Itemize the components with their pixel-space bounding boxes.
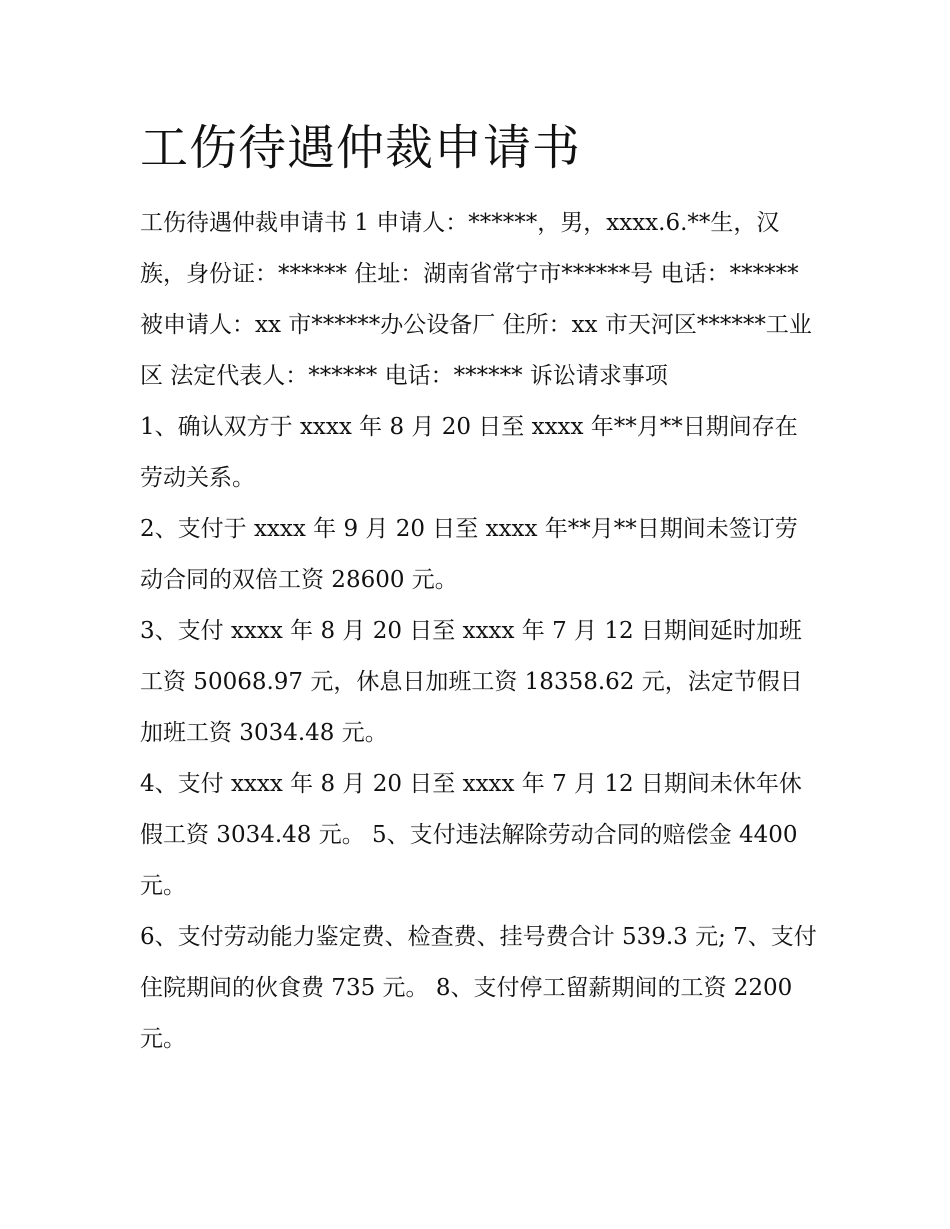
paragraph-applicant: 工伤待遇仲裁申请书 1 申请人：******，男，xxxx.6.**生，汉族，身份证：****** 住址：湖南省常宁市******号 电话：******: [140, 210, 799, 287]
document-title: 工伤待遇仲裁申请书: [140, 120, 582, 176]
document-body: [140, 112, 820, 1065]
claim-item-4-5: 4、支付 xxxx 年 8 月 20 日至 xxxx 年 7 月 12 日期间未休年休假工资 3034.48 元。 5、支付违法解除劳动合同的赔偿金 4400 元。: [140, 771, 802, 899]
paragraph-respondent: 被申请人：xx 市******办公设备厂 住所：xx 市天河区******工业区 法定代表人：****** 电话：****** 诉讼请求事项: [140, 312, 812, 389]
claim-item-2: 2、支付于 xxxx 年 9 月 20 日至 xxxx 年**月**日期间未签订劳动合同的双倍工资 28600 元。: [140, 516, 798, 593]
claim-item-6-8: 6、支付劳动能力鉴定费、检查费、挂号费合计 539.3 元; 7、支付住院期间的伙食费 735 元。 8、支付停工留薪期间的工资 2200 元。: [140, 924, 817, 1052]
claim-item-3: 3、支付 xxxx 年 8 月 20 日至 xxxx 年 7 月 12 日期间延时加班工资 50068.97 元，休息日加班工资 18358.62 元，法定节假日加班工资 3034.48 元。: [140, 618, 803, 746]
claim-item-1: 1、确认双方于 xxxx 年 8 月 20 日至 xxxx 年**月**日期间存在劳动关系。: [140, 414, 798, 491]
